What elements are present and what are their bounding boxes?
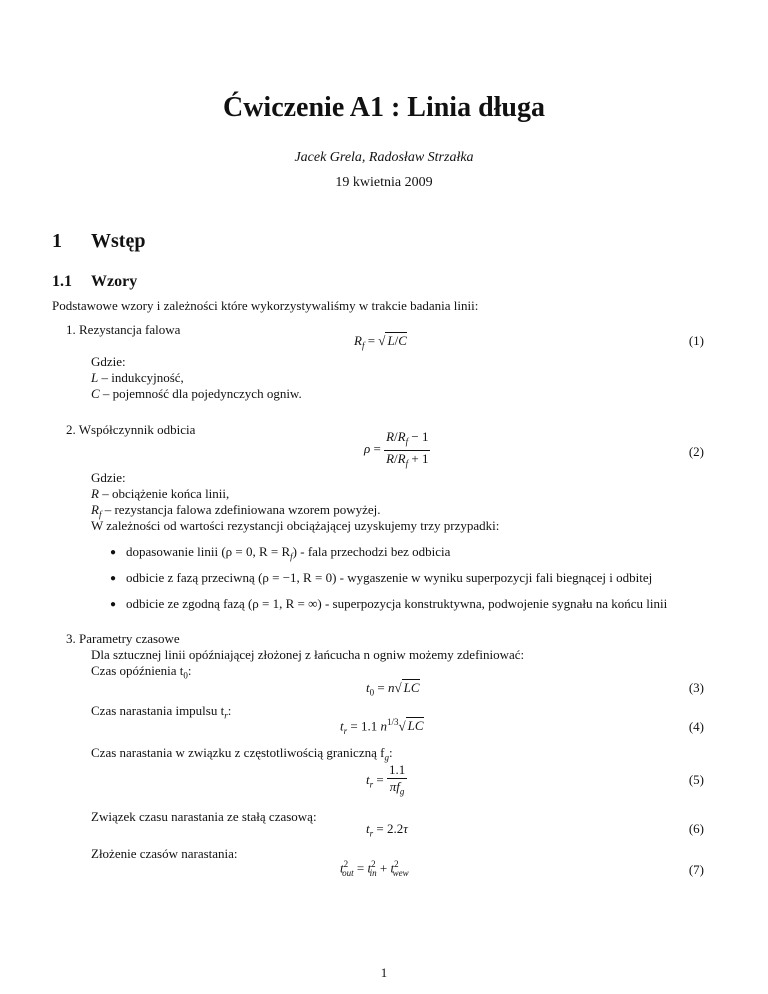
item1-where: Gdzie:	[91, 354, 126, 369]
bullet-item: odbicie ze zgodną fazą (ρ = 1, R = ∞) - superpozycja konstruktywna, podwojenie sygnału na końcu linii	[126, 596, 668, 611]
item1-C-def-text: – pojemność dla pojedynczych ogniw.	[102, 386, 302, 401]
freq-label-text: Czas narastania w związku z częstotliwością graniczną f	[91, 745, 385, 760]
item2-where: Gdzie:	[91, 470, 126, 485]
section-number: 1	[52, 230, 62, 252]
eq1-number: (1)	[688, 333, 704, 348]
item2-cases-intro: W zależności od wartości rezystancji obciążającej uzyskujemy trzy przypadki:	[91, 518, 500, 533]
item2-R-def-text: – obciążenie końca linii,	[102, 486, 230, 501]
eq6-number: (6)	[688, 821, 704, 836]
delay-label-text: Czas opóźnienia t	[91, 663, 184, 678]
eq3-formula: $t_0 = n√$ LC	[366, 680, 420, 698]
document-title: Ćwiczenie A1 : Linia długa	[222, 92, 545, 123]
eq2-number: (2)	[688, 444, 704, 459]
item3-label: 3. Parametry czasowe	[66, 631, 180, 646]
bullet-dot: ●	[110, 547, 117, 558]
item1-L-def-text: – indukcyjność,	[101, 370, 184, 385]
eq7-number: (7)	[688, 862, 704, 877]
item1-C-def: C – pojemność dla pojedynczych ogniw.	[91, 386, 302, 401]
item1-label: 1. Rezystancja falowa	[66, 322, 181, 337]
item2-R-def: R – obciążenie końca linii,	[91, 486, 230, 501]
eq1-formula: $R_f$ = √ L/C	[354, 333, 407, 351]
delay-label: Czas opóźnienia $t_0$:	[91, 663, 192, 681]
eq7-formula: $t^2_{out} = t^2_{in} + t^2_{wew}$	[340, 859, 409, 878]
sum-label: Złożenie czasów narastania:	[91, 846, 238, 861]
eq3-number: (3)	[688, 680, 704, 695]
rise-label-text: Czas narastania impulsu t	[91, 703, 225, 718]
eq6-formula: $t_r = 2.2\tau$	[366, 821, 408, 839]
bullet-item: dopasowanie linii (ρ = 0, $R = R_f$) - fala przechodzi bez odbicia	[126, 544, 451, 562]
tau-label: Związek czasu narastania ze stałą czasową:	[91, 809, 317, 824]
bullet1-text: dopasowanie linii (ρ = 0, R = R	[126, 544, 291, 559]
item2-label: 2. Współczynnik odbicia	[66, 422, 196, 437]
eq5-number: (5)	[688, 772, 704, 787]
item3-intro: Dla sztucznej linii opóźniającej złożonej z łańcucha n ogniw możemy zdefiniować:	[91, 647, 525, 662]
item2-Rf-def: $R_f$ – rezystancja falowa zdefiniowana wzorem powyżej.	[91, 502, 381, 520]
subsection-title: Wzory	[91, 273, 138, 290]
intro-text: Podstawowe wzory i zależności które wykorzystywaliśmy w trakcie badania linii:	[52, 298, 479, 313]
freq-label: Czas narastania w związku z częstotliwością graniczną $f_g$:	[91, 745, 393, 763]
eq4-number: (4)	[688, 719, 704, 734]
authors: Jacek Grela, Radosław Strzałka	[294, 150, 474, 165]
subsection-number: 1.1	[52, 273, 72, 290]
eq2-formula: ρ = $\frac{R/R_f - 1}{R/R_f + 1}$	[364, 429, 429, 469]
date: 19 kwietnia 2009	[335, 175, 433, 190]
section-title: Wstęp	[91, 230, 146, 252]
item2-Rf-def-text: – rezystancja falowa zdefiniowana wzorem powyżej.	[104, 502, 381, 517]
bullet-dot: ●	[110, 599, 117, 610]
bullet-item: odbicie z fazą przeciwną (ρ = −1, R = 0) - wygaszenie w wyniku superpozycji fali biegnącej i odbitej	[126, 570, 653, 585]
bullet-dot: ●	[110, 573, 117, 584]
rise-label: Czas narastania impulsu $t_r$:	[91, 703, 232, 721]
page-number: 1	[380, 965, 388, 980]
bullet1-tail: ) - fala przechodzi bez odbicia	[292, 544, 451, 559]
eq4-formula: $t_r = 1.1$ $n^{1/3}√$ LC	[340, 717, 424, 736]
item1-L-def: L – indukcyjność,	[91, 370, 184, 385]
eq5-formula: $t_r$ = $\frac{1.1}{\pi f_g}$	[366, 762, 406, 797]
